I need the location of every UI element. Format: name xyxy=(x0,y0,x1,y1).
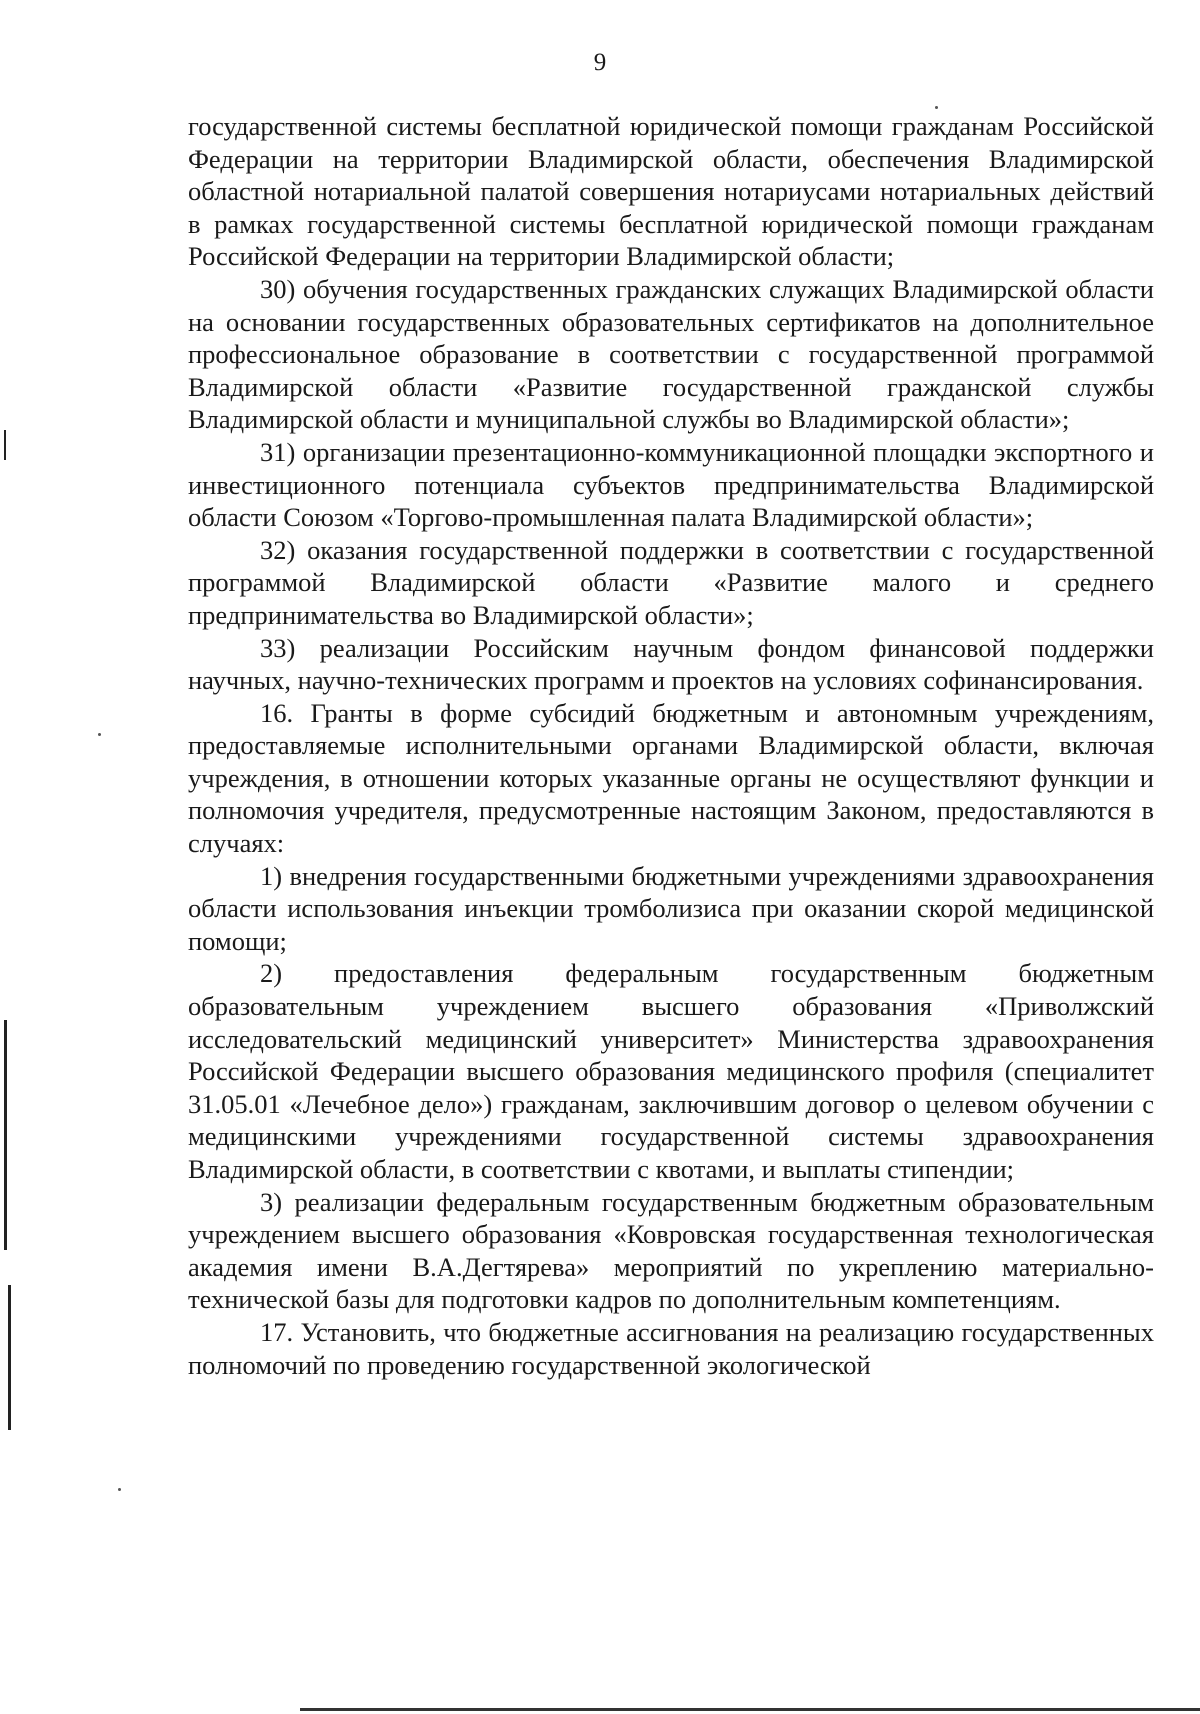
scan-dot xyxy=(118,1488,121,1491)
list-item-32: 32) оказания государственной поддержки в соответствии с государственной программой Владимирской области «Развитие малого и среднего предпринимательства во Владимирской области»; xyxy=(188,534,1154,630)
scan-dot xyxy=(935,106,938,109)
paragraph-continuation: государственной системы бесплатной юридической помощи гражданам Российской Федерации на территории Владимирской области, обеспечения Владимирской областной нотариальной палатой совершения нотариусами нотариальных действий в рамках государственной системы бесплатной юридической помощи гражданам Российской Федерации на территории Владимирской области; xyxy=(188,111,1154,272)
scan-dot xyxy=(98,733,101,736)
document-body xyxy=(188,110,1154,1381)
list-item-30: 30) обучения государственных гражданских служащих Владимирской области на основании государственных образовательных сертификатов на дополнительное профессиональное образование в соответствии с государственной программой Владимирской области «Развитие государственной гражданской службы Владимирской области и муниципальной службы во Владимирской области»; xyxy=(188,273,1154,435)
section-17: 17. Установить, что бюджетные ассигнования на реализацию государственных полномочий по проведению государственной экологической xyxy=(188,1316,1154,1380)
section-16: 16. Гранты в форме субсидий бюджетным и автономным учреждениям, предоставляемые исполнительными органами Владимирской области, включая учреждения, в отношении которых указанные органы не осуществляют функции и полномочия учредителя, предусмотренные настоящим Законом, предоставляются в случаях: xyxy=(188,697,1154,859)
list-item-31: 31) организации презентационно-коммуникационной площадки экспортного и инвестиционного потенциала субъектов предпринимательства Владимирской области Союзом «Торгово-промышленная палата Владимирской области»; xyxy=(188,436,1154,533)
scan-bottom-edge xyxy=(300,1708,1200,1711)
scan-margin-mark xyxy=(4,1020,7,1250)
scan-margin-mark xyxy=(4,430,6,460)
list-item-16-2: 2) предоставления федеральным государственным бюджетным образовательным учреждением высшего образования «Приволжский исследовательский медицинский университет» Министерства здравоохранения Российской Федерации высшего образования медицинского профиля (специалитет 31.05.01 «Лечебное дело») гражданам, заключившим договор о целевом обучении с медицинскими учреждениями государственной системы здравоохранения Владимирской области, в соответствии с квотами, и выплаты стипендии; xyxy=(188,958,1154,1184)
list-item-33: 33) реализации Российским научным фондом финансовой поддержки научных, научно-технических программ и проектов на условиях софинансирования. xyxy=(188,632,1154,696)
page-number: 9 xyxy=(593,49,607,76)
list-item-16-3: 3) реализации федеральным государственным бюджетным образовательным учреждением высшего образования «Ковровская государственная технологическая академия имени В.А.Дегтярева» мероприятий по укреплению материально-технической базы для подготовки кадров по дополнительным компетенциям. xyxy=(188,1186,1154,1315)
scan-margin-mark xyxy=(8,1285,11,1430)
list-item-16-1: 1) внедрения государственными бюджетными учреждениями здравоохранения области использования инъекции тромболизиса при оказании скорой медицинской помощи; xyxy=(188,860,1154,956)
